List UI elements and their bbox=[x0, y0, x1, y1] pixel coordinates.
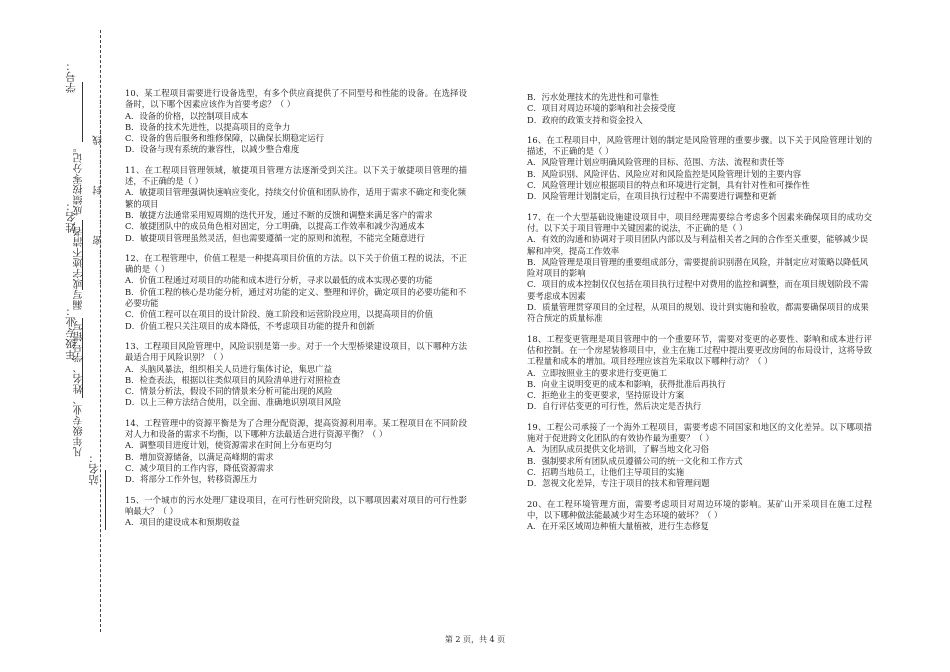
warning-text: 凡年级专业、姓名、学号错写、漏写或字迹不清者，成绩按零分记。 bbox=[74, 142, 85, 457]
option-c: C．拒绝业主的变更要求，坚持原设计方案 bbox=[527, 390, 685, 401]
option-b: B．强制要求所有团队成员遵循公司的统一文化和工作方式 bbox=[527, 455, 743, 466]
page-footer: 第 2 页，共 4 页 bbox=[444, 635, 506, 644]
option-a: A．头脑风暴法，组织相关人员进行集体讨论，集思广益 bbox=[125, 363, 333, 374]
question-13 bbox=[125, 341, 467, 409]
option-b: B．敏捷方法通常采用短周期的迭代开发，通过不断的反馈和调整来满足客户的需求 bbox=[125, 209, 433, 220]
question-stem: 14、工程管理中的资源平衡是为了合理分配资源，提高资源利用率。某工程项目在不同阶段对人力和设备的需求不均衡，以下哪种方法最适合进行资源平衡？（ ） bbox=[125, 417, 467, 440]
option-a: A．敏捷项目管理强调快速响应变化，持续交付价值和团队协作，适用于需求不确定和变化频繁的项目 bbox=[125, 187, 467, 209]
left-column bbox=[125, 88, 467, 537]
question-stem: 10、某工程项目需要进行设备选型，有多个供应商提供了不同型号和性能的设备。在选择设备时，以下哪个因素应该作为首要考虑？（ ） bbox=[125, 88, 467, 110]
option-c: C．项目的成本控制仅仅包括在项目执行过程中对费用的监控和调整，而在项目规划阶段不需要考虑成本因素 bbox=[527, 279, 869, 301]
option-d: D．忽视文化差异，专注于项目的技术和管理问题 bbox=[527, 478, 710, 489]
option-b: B．向业主说明变更的成本和影响，获得批准后再执行 bbox=[527, 378, 726, 389]
option-c: C．减少项目的工作内容，降低资源需求 bbox=[125, 462, 274, 473]
option-d: D．价值工程只关注项目的成本降低，不考虑项目功能的提升和创新 bbox=[125, 320, 375, 331]
question-10 bbox=[125, 88, 467, 156]
grade-major-blank bbox=[82, 318, 83, 398]
right-column bbox=[527, 92, 872, 541]
question-stem: 18、工程变更管理是项目管理中的一个重要环节，需要对变更的必要性、影响和成本进行评估和控制。在一个房屋装修项目中，业主在施工过程中提出要更改房间的布局设计，这将导致工程量和成本的增加。项目经理应该首先采取以下哪种行动？（ ） bbox=[527, 333, 872, 367]
question-18 bbox=[527, 334, 872, 413]
option-a: A．为团队成员提供文化培训，了解当地文化习俗 bbox=[527, 444, 709, 455]
option-d: D．敏捷项目管理虽然灵活，但也需要遵循一定的原则和流程，不能完全随意进行 bbox=[125, 232, 425, 243]
option-a: A．有效的沟通和协调对于项目团队内部以及与利益相关者之间的合作至关重要，能够减少误解和冲突，提高工作效率 bbox=[527, 234, 869, 256]
exam-site-label: 站名： bbox=[88, 452, 100, 485]
question-11 bbox=[125, 165, 467, 244]
option-b: B．风险识别、风险评估、风险应对和风险监控是风险管理计划的主要内容 bbox=[527, 168, 802, 179]
option-b: B．设备的技术先进性，以提高项目的竞争力 bbox=[125, 121, 291, 132]
name-label: 姓名： bbox=[65, 200, 77, 233]
option-c: C．设备的售后服务和维修保障，以确保长期稳定运行 bbox=[125, 133, 325, 144]
option-a: A．立即按照业主的要求进行变更施工 bbox=[527, 367, 668, 378]
question-stem: 13、工程项目风险管理中，风险识别是第一步。对于一个大型桥梁建设项目，以下哪种方法最适合用于风险识别？（ ） bbox=[125, 340, 467, 363]
option-c: C．招聘当地员工，让他们主导项目的实施 bbox=[527, 466, 685, 477]
option-a: A．价值工程通过对项目的功能和成本进行分析，寻求以最低的成本实现必要的功能 bbox=[125, 275, 433, 286]
option-a: A．风险管理计划应明确风险管理的目标、范围、方法、流程和责任等 bbox=[527, 157, 785, 168]
exam-site-blank bbox=[105, 470, 106, 530]
option-b: B．价值工程的核心是功能分析，通过对功能的定义、整理和评价，确定项目的必要功能和不必要功能 bbox=[125, 286, 467, 309]
option-d: D．质量管理贯穿项目的全过程，从项目的规划、设计到实施和验收，都需要确保项目的成果符合预定的质量标准 bbox=[527, 302, 869, 324]
option-c: C．情景分析法，假设不同的情景来分析可能出现的风险 bbox=[125, 386, 333, 397]
question-14 bbox=[125, 418, 467, 486]
question-stem: 19、工程公司承接了一个海外工程项目，需要考虑不同国家和地区的文化差异。以下哪项措施对于促进跨文化团队的有效协作最为重要？（ ） bbox=[527, 421, 872, 444]
option-a: A．调整项目进度计划，使资源需求在时间上分布更均匀 bbox=[125, 440, 333, 451]
question-12 bbox=[125, 253, 467, 332]
option-c: C．项目对周边环境的影响和社会接受度 bbox=[527, 103, 676, 114]
name-blank bbox=[82, 220, 83, 290]
student-id-blank bbox=[82, 82, 83, 142]
option-b: B．污水处理技术的先进性和可靠性 bbox=[527, 92, 659, 102]
grade-major-label: 年级专业： bbox=[65, 305, 77, 360]
option-d: D．设备与现有系统的兼容性，以减少整合难度 bbox=[125, 144, 300, 155]
option-a: A．在开采区域周边种植大量植被，进行生态修复 bbox=[527, 521, 709, 532]
question-16 bbox=[527, 135, 872, 203]
option-c: C．敏捷团队中的成员角色相对固定，分工明确，以提高工作效率和减少沟通成本 bbox=[125, 221, 425, 232]
option-d: D．将部分工作外包，转移资源压力 bbox=[125, 474, 258, 485]
option-d: D．风险管理计划制定后，在项目执行过程中不需要进行调整和更新 bbox=[527, 191, 777, 202]
seal-line-text: …………密…………封…………线………… bbox=[93, 95, 104, 285]
option-b: B．检查表法，根据以往类似项目的风险清单进行对照检查 bbox=[125, 374, 341, 385]
question-15 bbox=[125, 495, 467, 529]
question-stem: 15、一个城市的污水处理厂建设项目，在可行性研究阶段，以下哪项因素对项目的可行性影响最大？（ ） bbox=[125, 494, 467, 516]
seal-dashed-line bbox=[100, 30, 101, 632]
question-15-continued bbox=[527, 92, 872, 126]
option-a: A．项目的建设成本和预期收益 bbox=[125, 517, 240, 528]
question-stem: 17、在一个大型基础设施建设项目中，项目经理需要综合考虑多个因素来确保项目的成功交付。以下关于项目管理中关键因素的说法，不正确的是（ ） bbox=[527, 211, 872, 233]
question-17 bbox=[527, 212, 872, 325]
option-a: A．设备的价格，以控制项目成本 bbox=[125, 110, 249, 121]
student-id-label: 学号： bbox=[65, 60, 77, 93]
question-stem: 16、在工程项目中，风险管理计划的制定是风险管理的重要步骤。以下关于风险管理计划的描述，不正确的是（ ） bbox=[527, 134, 872, 157]
question-19 bbox=[527, 422, 872, 490]
option-d: D．政府的政策支持和资金投入 bbox=[527, 114, 643, 125]
question-stem: 11、在工程项目管理领域，敏捷项目管理方法逐渐受到关注。以下关于敏捷项目管理的描述，不正确的是（ ） bbox=[125, 164, 467, 187]
option-c: C．风险管理计划应根据项目的特点和环境进行定制，具有针对性和可操作性 bbox=[527, 180, 810, 191]
question-stem: 12、在工程管理中，价值工程是一种提高项目价值的方法。以下关于价值工程的说法，不正确的是（ ） bbox=[125, 252, 467, 275]
binding-margin bbox=[0, 0, 112, 672]
option-d: D．自行评估变更的可行性，然后决定是否执行 bbox=[527, 401, 702, 412]
option-b: B．风险管理是项目管理的重要组成部分，需要提前识别潜在风险，并制定应对策略以降低风险对项目的影响 bbox=[527, 256, 869, 279]
option-c: C．价值工程可以在项目的设计阶段、施工阶段和运营阶段应用，以提高项目的价值 bbox=[125, 309, 433, 320]
option-b: B．增加资源储备，以满足高峰期的需求 bbox=[125, 451, 274, 462]
question-20 bbox=[527, 499, 872, 533]
question-stem: 20、在工程环境管理方面，需要考虑项目对周边环境的影响。某矿山开采项目在施工过程中，以下哪种做法能最减少对生态环境的破坏？（ ） bbox=[527, 498, 872, 520]
option-d: D．以上三种方法结合使用，以全面、准确地识别项目风险 bbox=[125, 397, 342, 408]
